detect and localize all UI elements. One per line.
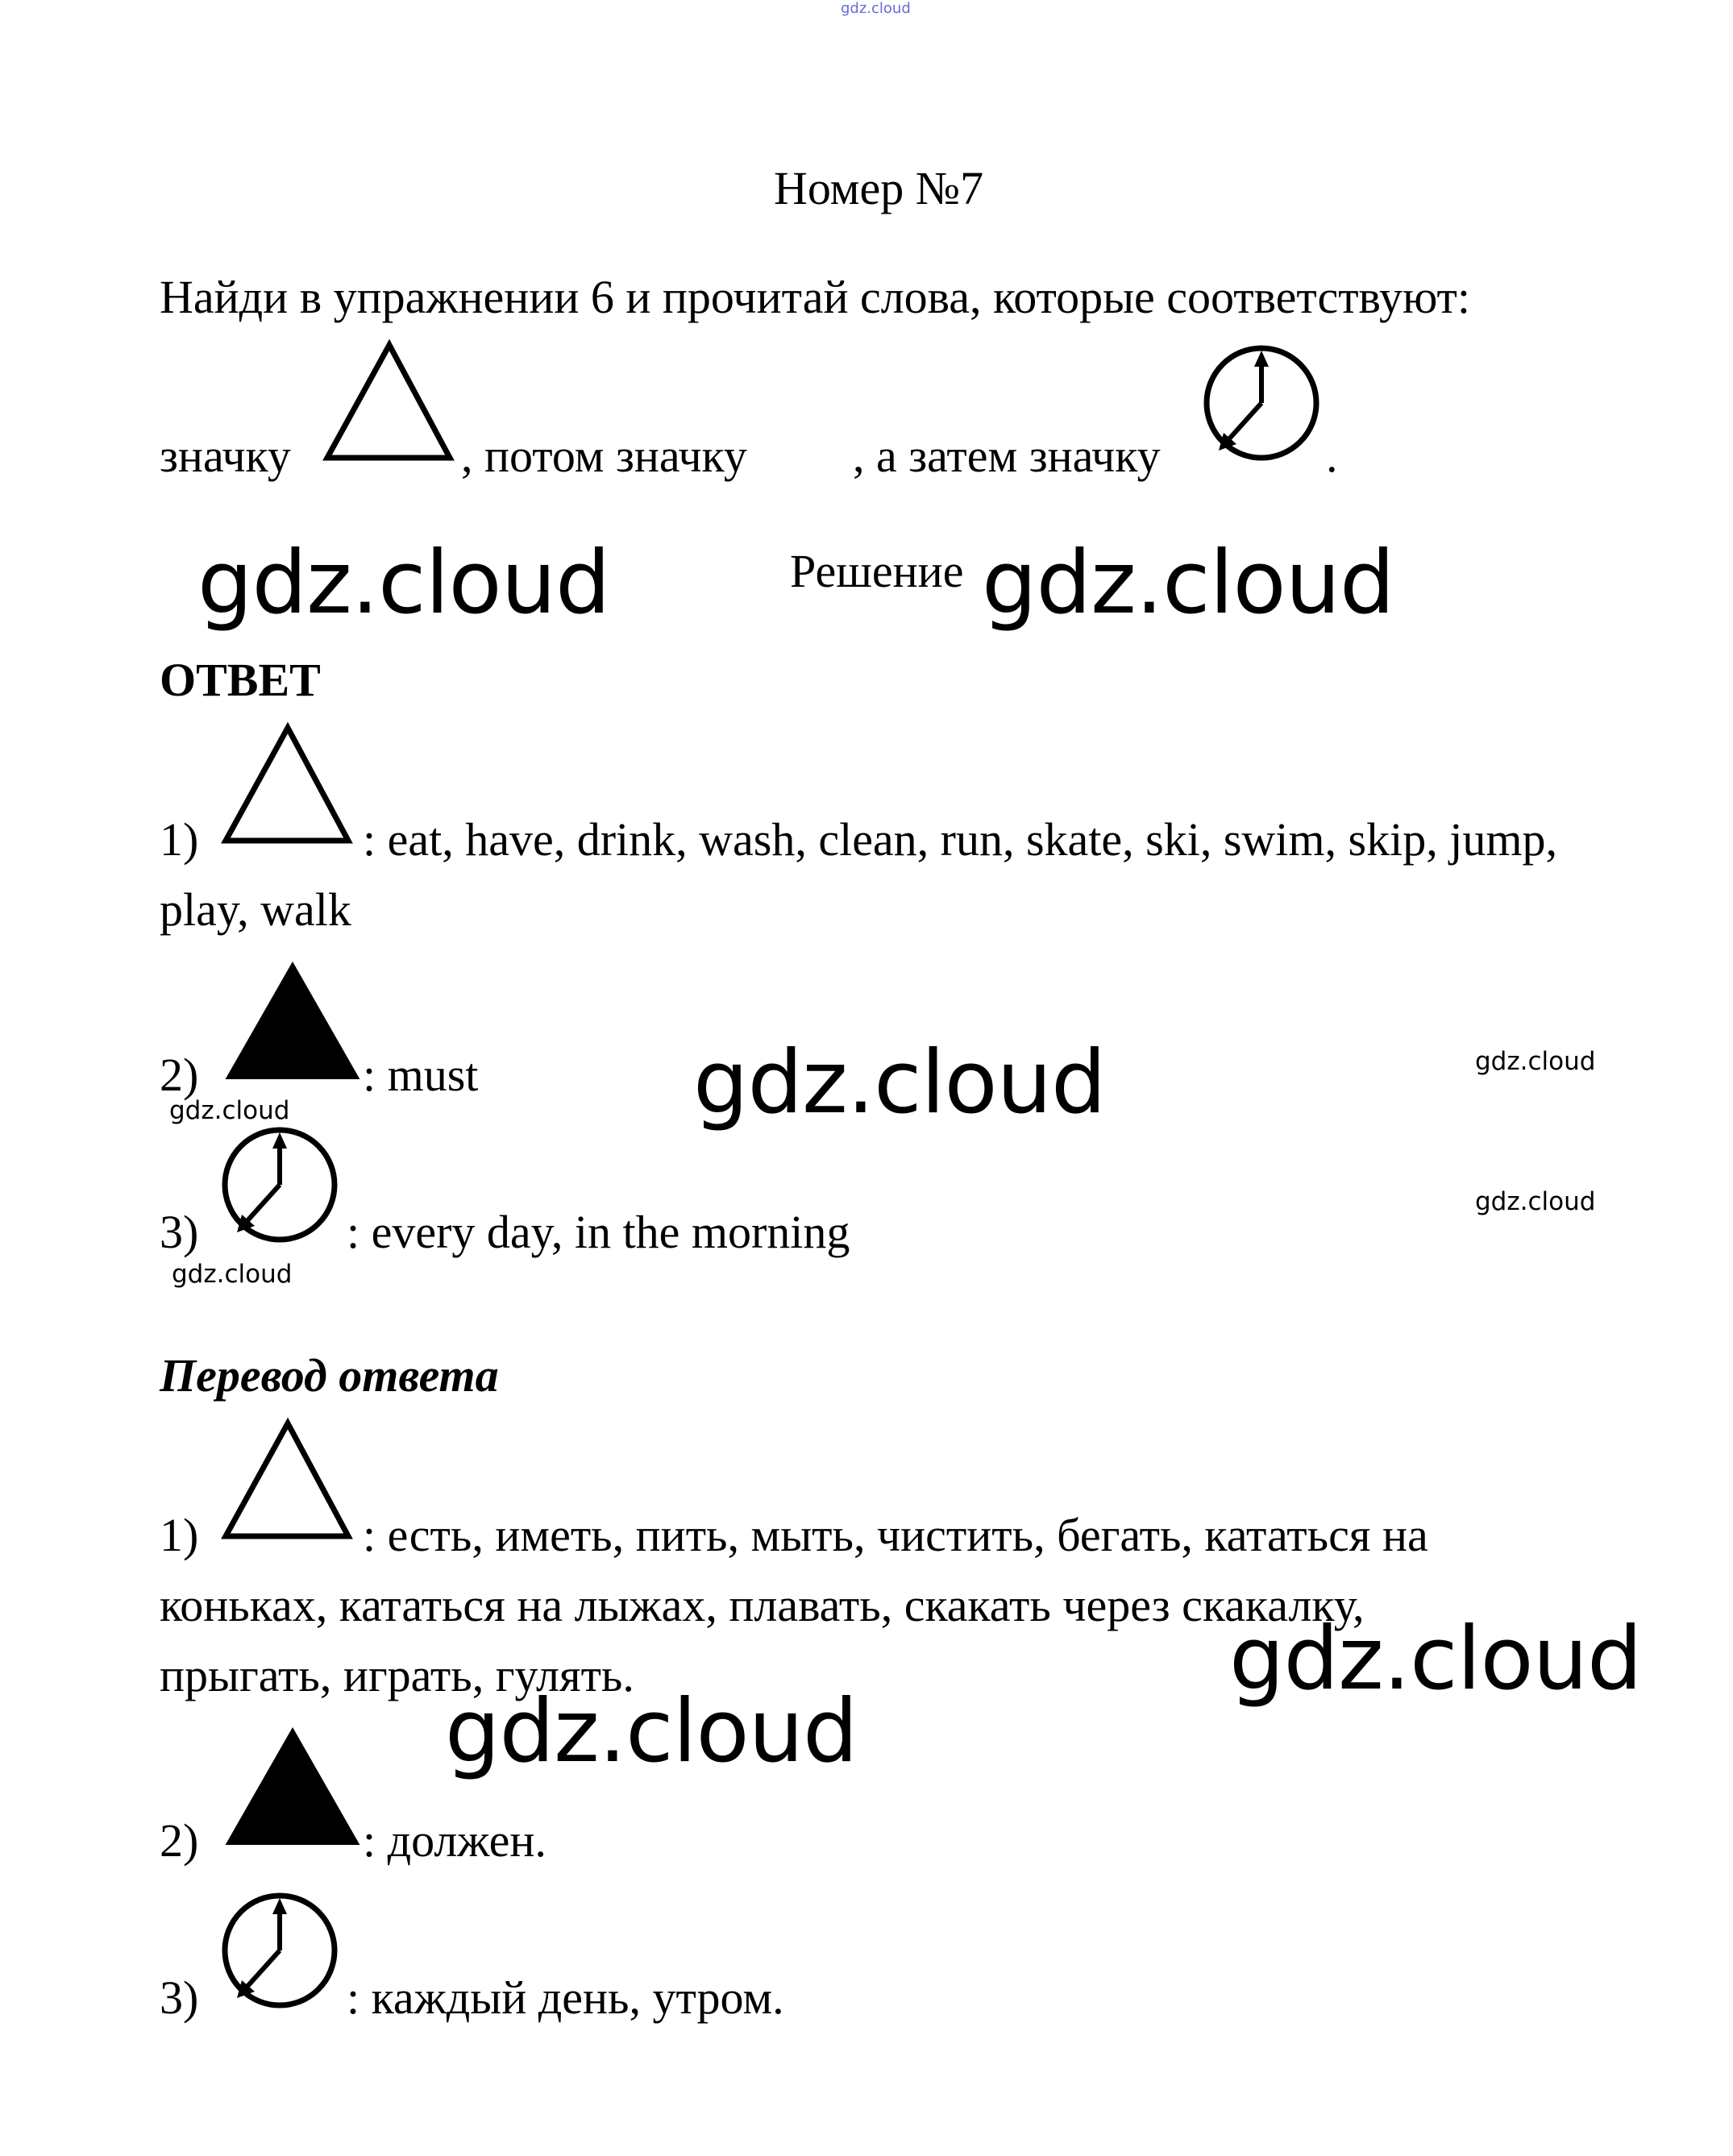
watermark-big-1: gdz.cloud xyxy=(197,533,610,634)
task-part-1: значку xyxy=(160,430,291,482)
task-part-3: , а затем значку xyxy=(853,430,1161,482)
translation-item-1-num: 1) xyxy=(160,1509,199,1561)
translation-item-1-text-cont-2: прыгать, играть, гулять. xyxy=(160,1649,634,1701)
watermark-small-3: gdz.cloud xyxy=(172,1260,293,1289)
page-title: Номер №7 xyxy=(774,162,984,214)
watermark-big-4: gdz.cloud xyxy=(1229,1609,1642,1709)
translation-heading: Перевод ответа xyxy=(160,1349,499,1402)
watermark-top: gdz.cloud xyxy=(841,0,911,17)
watermark-big-2: gdz.cloud xyxy=(982,533,1394,634)
solution-label: Решение xyxy=(790,545,964,597)
watermark-small-4: gdz.cloud xyxy=(1475,1187,1596,1216)
watermark-big-3: gdz.cloud xyxy=(693,1032,1106,1133)
open-triangle-icon xyxy=(321,339,458,467)
translation-item-2-num: 2) xyxy=(160,1814,199,1867)
clock-icon xyxy=(219,1124,340,1245)
answer-heading: ОТВЕТ xyxy=(160,654,321,706)
translation-item-3-num: 3) xyxy=(160,1971,199,2024)
watermark-small-2: gdz.cloud xyxy=(1475,1047,1596,1076)
translation-item-1-text: : есть, иметь, пить, мыть, чистить, бегать, кататься на xyxy=(363,1509,1428,1561)
translation-item-3-text: : каждый день, утром. xyxy=(347,1971,784,2024)
open-triangle-icon xyxy=(219,1417,356,1546)
answer-item-1-text: : eat, have, drink, wash, clean, run, skate, ski, swim, skip, jump, xyxy=(363,813,1557,866)
clock-icon xyxy=(1201,343,1322,463)
answer-item-1-num: 1) xyxy=(160,813,199,866)
task-instruction: Найди в упражнении 6 и прочитай слова, которые соответствуют: xyxy=(160,271,1470,323)
open-triangle-icon xyxy=(219,721,356,850)
translation-item-1-text-cont: коньках, кататься на лыжах, плавать, скакать через скакалку, xyxy=(160,1579,1365,1631)
watermark-small-1: gdz.cloud xyxy=(169,1096,290,1125)
filled-triangle-icon xyxy=(224,961,361,1082)
answer-item-3-text: : every day, in the morning xyxy=(347,1206,850,1258)
watermark-big-5: gdz.cloud xyxy=(445,1681,858,1782)
answer-item-3-num: 3) xyxy=(160,1206,199,1258)
task-part-4: . xyxy=(1326,430,1338,482)
clock-icon xyxy=(219,1890,340,2011)
filled-triangle-icon xyxy=(224,1726,361,1847)
answer-item-2-num: 2) xyxy=(160,1049,199,1101)
answer-item-1-text-cont: play, walk xyxy=(160,883,351,936)
translation-item-2-text: : должен. xyxy=(363,1814,546,1867)
task-part-2: , потом значку xyxy=(461,430,747,482)
answer-item-2-text: : must xyxy=(363,1049,479,1101)
